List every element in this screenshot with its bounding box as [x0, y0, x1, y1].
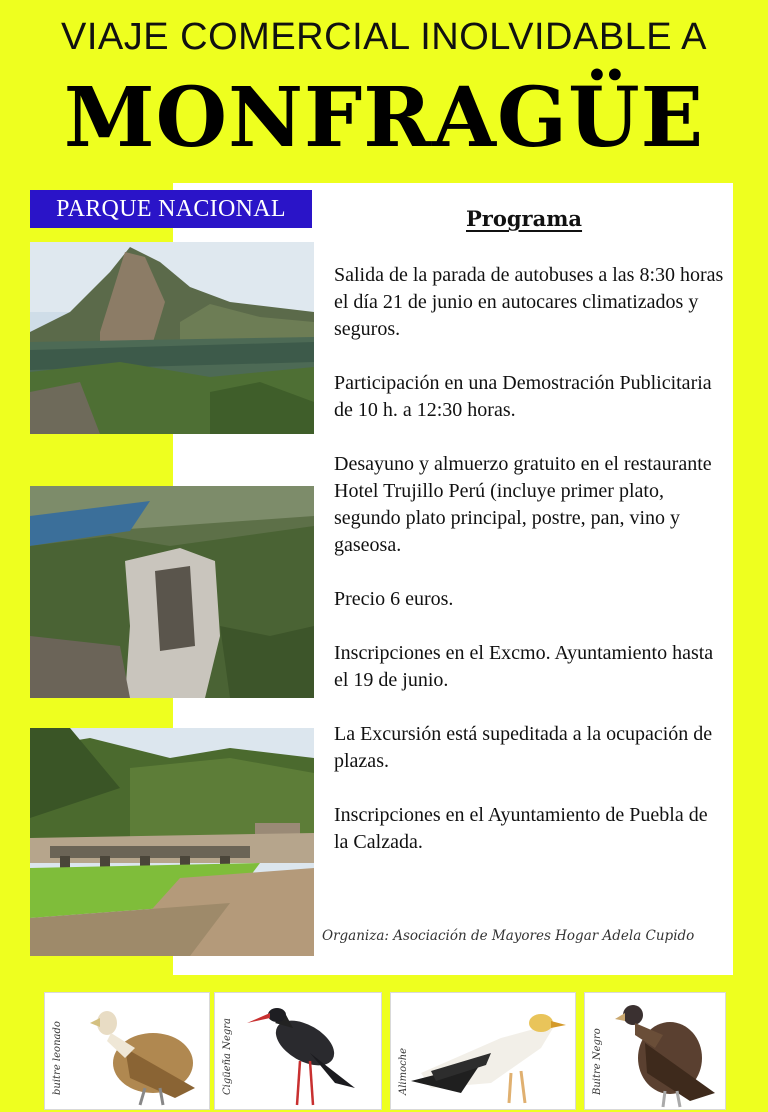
program-item: Desayuno y almuerzo gratuito en el restaurante Hotel Trujillo Perú (incluye primer plato, segundo plato principal, postre, pan, vino y gaseosa. — [334, 453, 712, 556]
program-item: Inscripciones en el Excmo. Ayuntamiento hasta el 19 de junio. — [334, 642, 714, 691]
griffon-vulture-icon — [45, 993, 210, 1110]
bird-card-buitre-negro — [584, 992, 726, 1110]
castle-ruin-photo — [30, 486, 314, 698]
header-subtitle: VIAJE COMERCIAL INOLVIDABLE A — [61, 16, 707, 58]
egyptian-vulture-icon — [391, 993, 576, 1110]
bird-card-buitre-leonado — [44, 992, 210, 1110]
bird-label: buitre leonado — [52, 1021, 63, 1095]
program-item: Participación en una Demostración Publicitaria de 10 h. a 12:30 horas. — [334, 372, 712, 421]
parque-nacional-badge: PARQUE NACIONAL — [30, 190, 312, 228]
bird-card-ciguena-negra — [214, 992, 382, 1110]
program-list — [334, 262, 726, 883]
program-item: Inscripciones en el Ayuntamiento de Puebla de la Calzada. — [334, 804, 708, 853]
organizer-credit: Organiza: Asociación de Mayores Hogar Adela Cupido — [322, 928, 695, 944]
bridge-reservoir-photo — [30, 728, 314, 956]
bird-label: Buitre Negro — [592, 1028, 603, 1095]
bird-card-alimoche — [390, 992, 576, 1110]
program-item: Precio 6 euros. — [334, 588, 454, 610]
black-stork-icon — [215, 993, 382, 1110]
programa-title: Programa — [466, 206, 583, 231]
program-item: Salida de la parada de autobuses a las 8:30 horas el día 21 de junio en autocares climatizados y seguros. — [334, 264, 724, 340]
program-item: La Excursión está supeditada a la ocupación de plazas. — [334, 723, 713, 772]
header-title: MONFRAGÜE — [63, 70, 705, 166]
bird-label: Cigüeña Negra — [222, 1017, 233, 1095]
landscape-rock-lake-photo — [30, 242, 314, 434]
cinereous-vulture-icon — [585, 993, 726, 1110]
bird-label: Alimoche — [398, 1047, 409, 1095]
